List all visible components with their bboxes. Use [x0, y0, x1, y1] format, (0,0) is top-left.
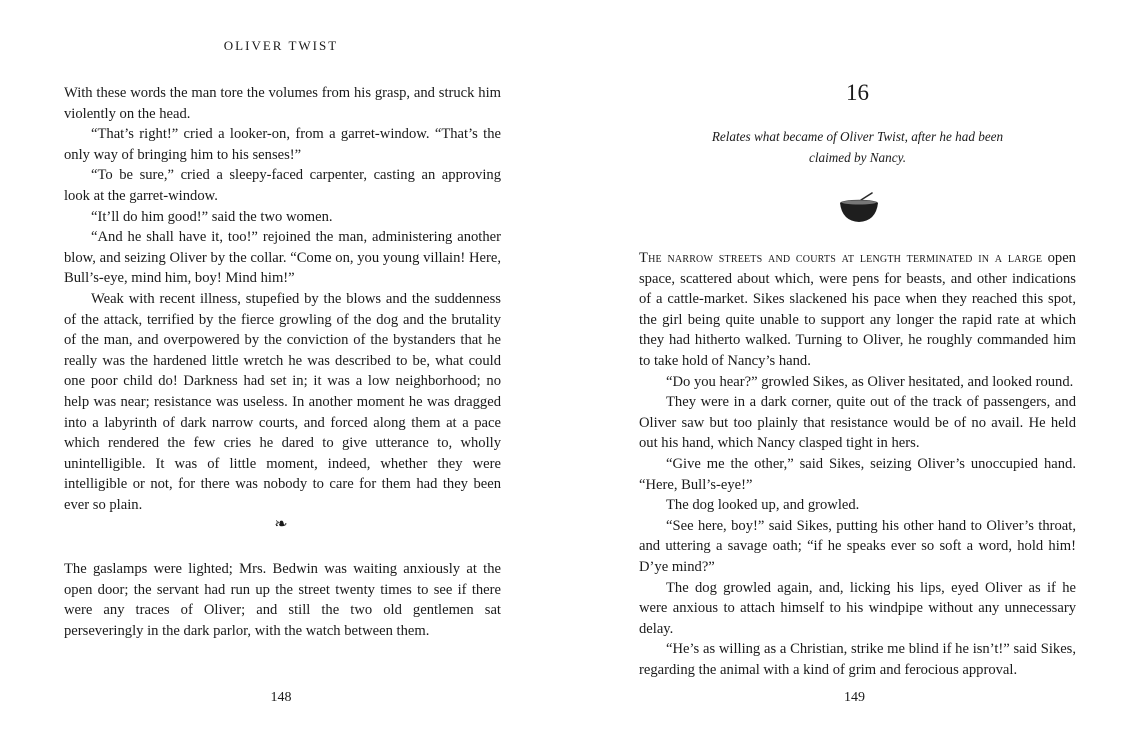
paragraph: “Do you hear?” growled Sikes, as Oliver hesitated, and looked round.: [666, 373, 1074, 390]
paragraph: Weak with recent illness, stupefied by the blows and the suddenness of the attack, terrified by the fierce growling of the dog and the brutality of the man, and overpowered by the conviction of the bystanders that he really was the hardened little wretch he was described to be, what could one poor child do! Darkness had set in; it was a low neighborhood; no help was near; resistance was useless. In another moment he was dragged into a labyrinth of dark narrow courts, and forced along them at a pace which rendered the few cries he dared to give utterance to, wholly unintelligible. It was of little moment, indeed, whether they were intelligible or not, for there was nobody to care for them had they been ever so plain.: [64, 290, 501, 513]
running-head: OLIVER TWIST: [223, 38, 339, 53]
chapter-number: 16: [846, 80, 869, 105]
body-text-section-1: [64, 83, 501, 515]
opening-paragraph: [639, 248, 1076, 372]
section-break-ornament: ❧: [274, 516, 288, 533]
paragraph: “And he shall have it, too!” rejoined the man, administering another blow, and seizing Oliver by the collar. “Come on, you young villain! Here, Bull’s-eye, mind him, boy! Mind him!”: [64, 229, 501, 287]
paragraph: The dog growled again, and, licking his lips, eyed Oliver as if he were anxious to attach himself to his windpipe without any unnecessary delay.: [639, 579, 1076, 637]
page-number: 148: [270, 690, 292, 705]
paragraph: The dog looked up, and growled.: [666, 497, 860, 514]
chapter-body-text: [639, 248, 1076, 680]
opening-rest: open space, scattered about which, were pens for beasts, and other indications of a cattle-market. Sikes slackened his pace when they reached this spot, the girl being quite unable to support any longer the rapid rate at which they had hitherto walked. Turning to Oliver, he roughly commanded him to take hold of Nancy’s hand.: [639, 250, 1076, 369]
paragraph: With these words the man tore the volumes from his grasp, and struck him violently on the head.: [64, 85, 501, 122]
right-page: [570, 0, 1139, 743]
opening-lead: The narrow streets and courts at length terminated in a large: [639, 250, 1043, 266]
paragraph: “That’s right!” cried a looker-on, from a garret-window. “That’s the only way of bringing him to his senses!”: [64, 126, 501, 163]
paragraph: The gaslamps were lighted; Mrs. Bedwin was waiting anxiously at the open door; the servant had run up the street twenty times to see if there were any traces of Oliver; and still the two old gentlemen sat perseveringly in the dark parlor, with the watch between them.: [64, 561, 501, 639]
page-number: 149: [844, 690, 865, 705]
paragraph: “See here, boy!” said Sikes, putting his other hand to Oliver’s throat, and uttering a savage oath; “if he speaks ever so soft a word, hold him! D’ye mind?”: [639, 517, 1076, 575]
chapter-subtitle: Relates what became of Oliver Twist, after he had been claimed by Nancy.: [711, 129, 1004, 165]
paragraph: “It’ll do him good!” said the two women.: [91, 208, 333, 225]
paragraph: “Give me the other,” said Sikes, seizing Oliver’s unoccupied hand. “Here, Bull’s-eye!”: [639, 455, 1076, 493]
paragraph: “He’s as willing as a Christian, strike me blind if he isn’t!” said Sikes, regarding the animal with a kind of grim and ferocious approval.: [639, 641, 1076, 678]
body-text-section-2: [64, 559, 501, 641]
bowl-with-spoon-icon: [837, 190, 881, 226]
paragraph: “To be sure,” cried a sleepy-faced carpenter, casting an approving look at the garret-window.: [64, 167, 501, 204]
paragraph: They were in a dark corner, quite out of the track of passengers, and Oliver saw but too plainly that resistance would be of no avail. He held out his hand, which Nancy clasped tight in hers.: [639, 394, 1076, 452]
